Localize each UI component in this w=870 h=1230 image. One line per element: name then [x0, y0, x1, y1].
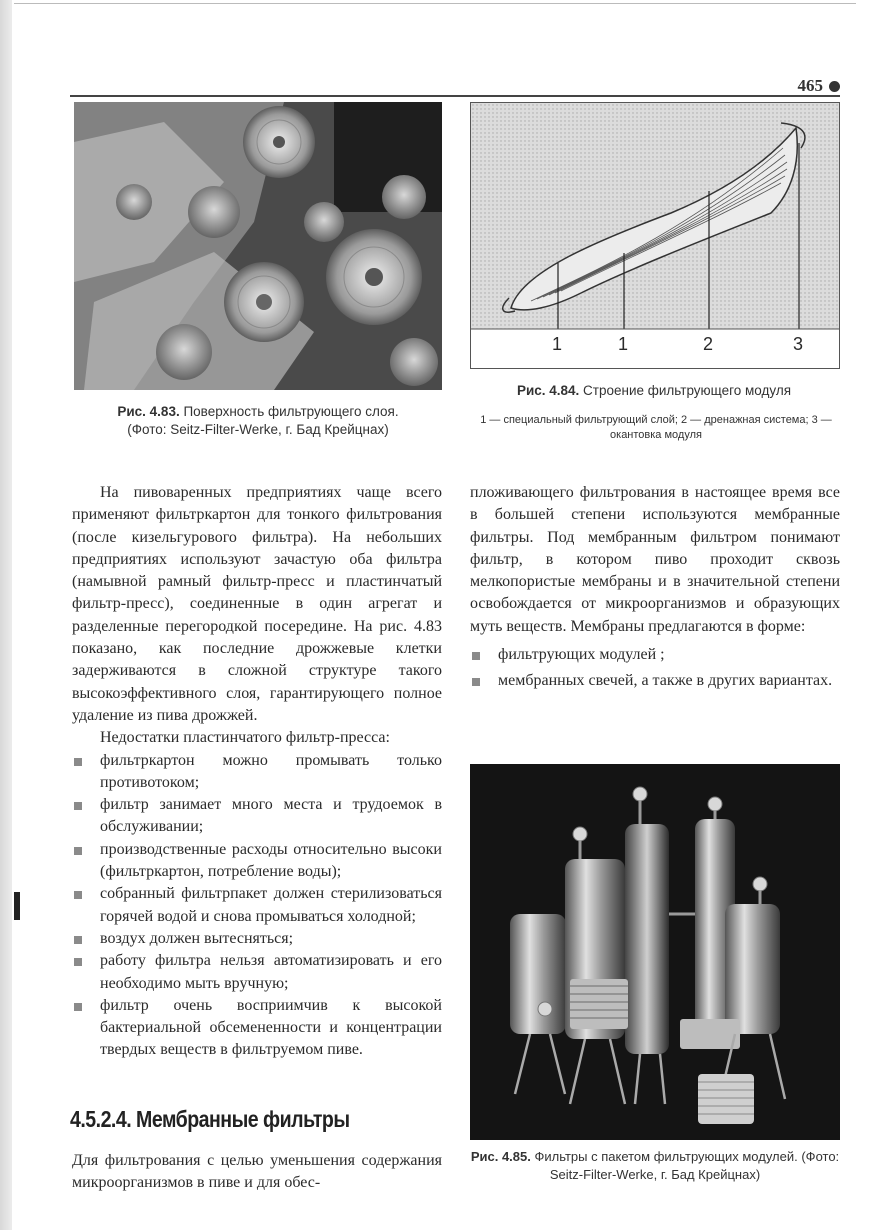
figure-4-84-caption — [470, 382, 838, 400]
callout-2: 2 — [703, 334, 714, 354]
figure-4-84-label: Рис. 4.84. — [516, 383, 580, 398]
callout-1b: 1 — [618, 334, 629, 354]
top-edge-line — [14, 3, 856, 4]
left-column-bottom — [72, 1150, 442, 1195]
membrane-filters-photo — [470, 764, 840, 1140]
paragraph-intro: На пивоваренных предприятиях чаще всего применяют фильтркартон для тонкого фильтрования (после кизельгурового фильтра). На небольших предприятиях используют зачастую оба фильтра (намывной рамный фильтр-пресс и пластинчатый фильтр-пресс), соединенные в один агрегат и разделенные перегородкой посередине. На рис. 4.83 показано, как последние дрожжевые клетки задерживаются в сложной структуре такого высокоэффективного слоя, гарантирующего полное удаление из пива дрожжей. — [72, 484, 442, 724]
figure-4-83-label: Рис. 4.83. — [117, 404, 180, 419]
figure-4-83-credit: (Фото: Seitz-Filter-Werke, г. Бад Крейцнах) — [127, 422, 389, 437]
header-rule — [70, 95, 840, 97]
figure-4-85-label: Рис. 4.85. — [470, 1149, 531, 1164]
binding-mark — [14, 892, 20, 920]
membrane-forms-list — [470, 644, 840, 693]
list-item: воздух должен вытесняться; — [72, 928, 442, 950]
figure-4-84-legend: 1 — специальный фильтрующий слой; 2 — дренажная система; 3 — окантовка модуля — [480, 414, 832, 441]
list-item: фильтркартон можно промывать только противотоком; — [72, 750, 442, 795]
figure-4-83-caption-text: Поверхность фильтрующего слоя. — [183, 404, 399, 419]
filter-module-drawing — [471, 103, 839, 368]
paragraph-membrane-continued: пложивающего фильтрования в настоящее время все в большей степени используются мембранные фильтры. Под мембранным фильтром понимают фильтр, в котором пиво проходит сквозь мелкопористые мембраны и в значительной степени освобождается от микроорганизмов и образующих муть веществ. Мембраны предлагаются в форме: — [470, 484, 840, 635]
list-item: фильтр очень восприимчив к высокой бактериальной обсемененности и концентрации твердых веществ в фильтруемом пиве. — [72, 995, 442, 1062]
figure-4-84-caption-text: Строение фильтрующего модуля — [583, 383, 792, 398]
figure-4-84-diagram — [470, 102, 840, 369]
list-item: фильтрующих модулей ; — [470, 644, 840, 666]
right-column — [470, 482, 840, 693]
page-number-text: 465 — [797, 76, 823, 95]
list-item: мембранных свечей, а также в других вариантах. — [470, 670, 840, 692]
figure-4-83-photo — [74, 102, 442, 390]
left-column — [72, 482, 442, 1062]
callout-3: 3 — [793, 334, 804, 354]
list-item: работу фильтра нельзя автоматизировать и его необходимо мыть вручную; — [72, 950, 442, 995]
filter-layer-micrograph — [74, 102, 442, 390]
section-heading: 4.5.2.4. Мембранные фильтры — [70, 1106, 350, 1132]
callout-1a: 1 — [552, 334, 563, 354]
list-item: собранный фильтрпакет должен стерилизоваться горячей водой и снова промываться холодной; — [72, 883, 442, 928]
paragraph-drawbacks-intro: Недостатки пластинчатого фильтр-пресса: — [100, 729, 390, 747]
list-item: фильтр занимает много места и трудоемок в обслуживании; — [72, 794, 442, 839]
figure-4-85-photo — [470, 764, 840, 1140]
drawbacks-list — [72, 750, 442, 1062]
figure-4-85-caption — [468, 1148, 842, 1184]
list-item: производственные расходы относительно высоки (фильтркартон, потребление воды); — [72, 839, 442, 884]
figure-4-85-caption-text: Фильтры с пакетом фильтрующих модулей. (Фото: Seitz-Filter-Werke, г. Бад Крейцнах) — [534, 1149, 840, 1182]
page-spine-shadow — [0, 0, 12, 1230]
page-number-bullet-icon — [829, 81, 840, 92]
figure-4-83-caption — [74, 403, 442, 439]
page-number — [798, 76, 841, 96]
paragraph-membrane-start: Для фильтрования с целью уменьшения содержания микроорганизмов в пиве и для обес- — [72, 1152, 442, 1192]
